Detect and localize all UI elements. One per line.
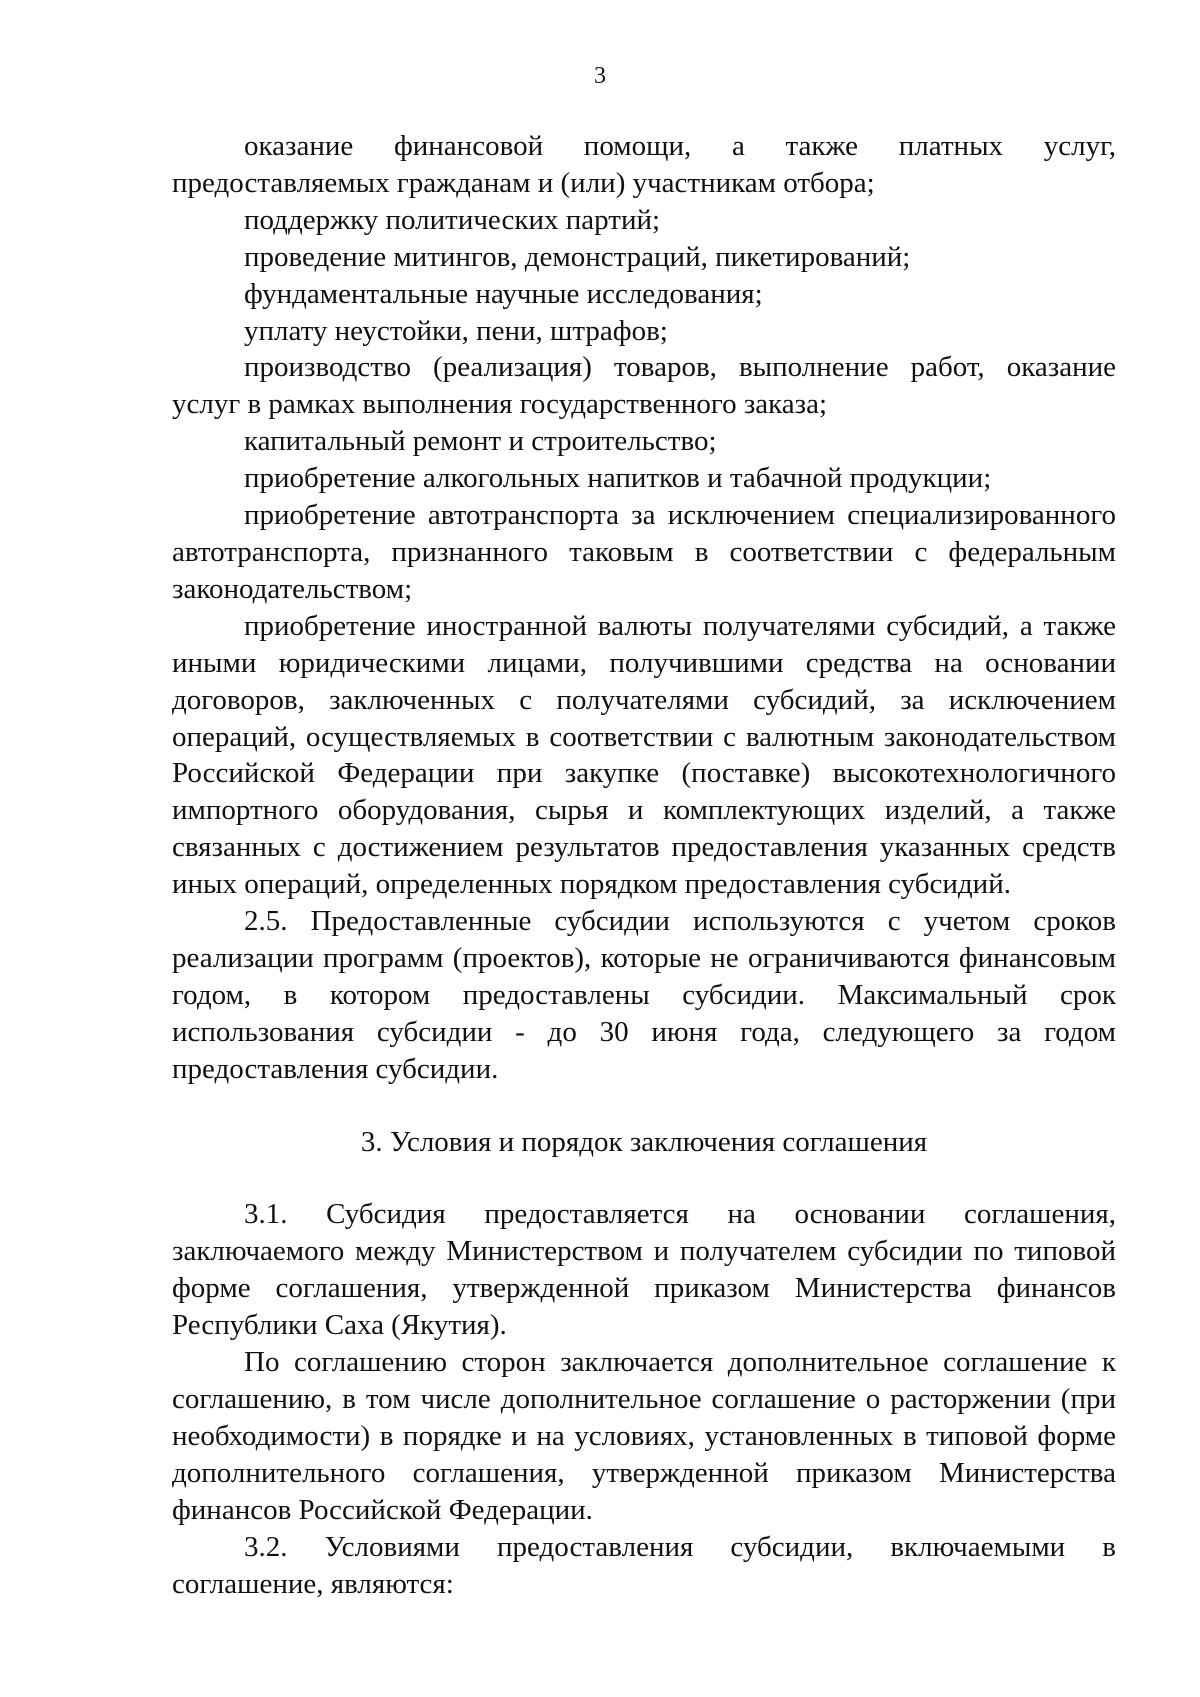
document-body bbox=[172, 128, 1116, 1602]
list-item: поддержку политических партий; bbox=[244, 203, 661, 236]
list-item: проведение митингов, демонстраций, пикетирований; bbox=[244, 240, 911, 273]
list-item: приобретение алкогольных напитков и табачной продукции; bbox=[244, 462, 992, 495]
list-item: приобретение иностранной валюты получателями субсидий, а также иными юридическими лицами, получившими средства на основании договоров, заключенных с получателями субсидий, за исключением операций, осуществляемых в соответствии с валютным законодательством Российской Федерации при закупке (поставке) высокотехнологичного импортного оборудования, сырья и комплектующих изделий, а также связанных с достижением результатов предоставления указанных средств иных операций, определенных порядком предоставления субсидий. bbox=[172, 609, 1116, 901]
list-item: уплату неустойки, пени, штрафов; bbox=[244, 314, 668, 347]
list-item: производство (реализация) товаров, выполнение работ, оказание услуг в рамках выполнения государственного заказа; bbox=[172, 351, 1116, 421]
list-item: приобретение автотранспорта за исключением специализированного автотранспорта, признанного таковым в соответствии с федеральным законодательством; bbox=[172, 499, 1116, 605]
list-item: оказание финансовой помощи, а также платных услуг, предоставляемых гражданам и (или) участникам отбора; bbox=[172, 130, 1116, 199]
paragraph-2-5: 2.5. Предоставленные субсидии используются с учетом сроков реализации программ (проектов), которые не ограничиваются финансовым годом, в котором предоставлены субсидии. Максимальный срок использования субсидии - до 30 июня года, следующего за годом предоставления субсидии. bbox=[172, 905, 1116, 1085]
paragraph-3-2: 3.2. Условиями предоставления субсидии, включаемыми в соглашение, являются: bbox=[172, 1530, 1116, 1600]
paragraph-3-1: 3.1. Субсидия предоставляется на основании соглашения, заключаемого между Министерством и получателем субсидии по типовой форме соглашения, утвержденной приказом Министерства финансов Республики Саха (Якутия). bbox=[172, 1198, 1116, 1342]
paragraph-additional-agreement: По соглашению сторон заключается дополнительное соглашение к соглашению, в том числе дополнительное соглашение о расторжении (при необходимости) в порядке и на условиях, установленных в типовой форме дополнительного соглашения, утвержденной приказом Министерства финансов Российской Федерации. bbox=[172, 1346, 1116, 1526]
section-heading: 3. Условия и порядок заключения соглашения bbox=[360, 1125, 928, 1158]
list-item: капитальный ремонт и строительство; bbox=[244, 425, 717, 458]
list-item: фундаментальные научные исследования; bbox=[244, 277, 763, 310]
page-number: 3 bbox=[594, 63, 606, 89]
